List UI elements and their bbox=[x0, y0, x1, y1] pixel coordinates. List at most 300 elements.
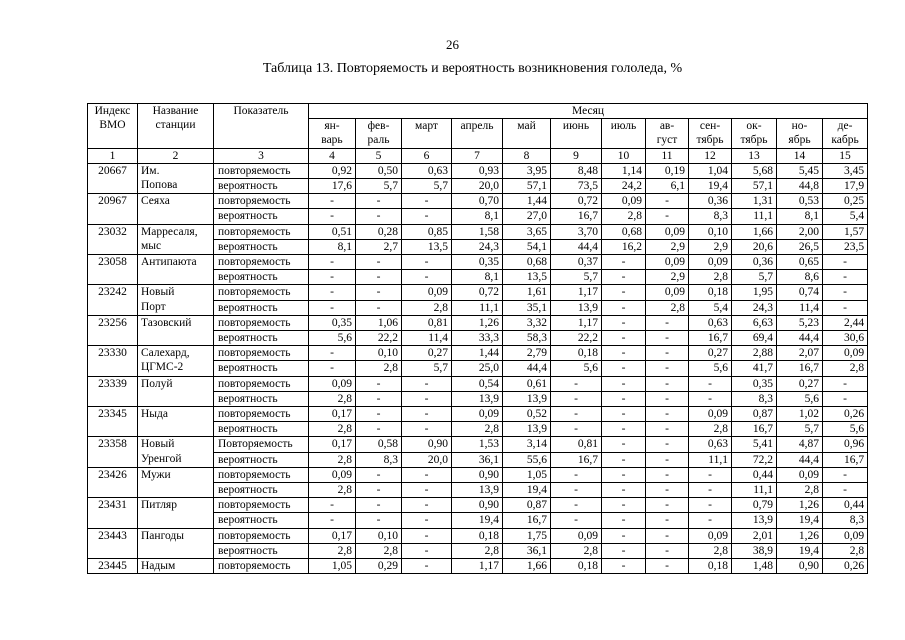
value-cell: - bbox=[402, 422, 452, 437]
value-cell: - bbox=[356, 376, 402, 391]
header-month: ок- тябрь bbox=[732, 119, 777, 148]
value-cell: 13,9 bbox=[732, 513, 777, 528]
value-cell: 17,9 bbox=[823, 179, 868, 194]
value-cell: 1,04 bbox=[689, 163, 732, 178]
value-cell: 3,45 bbox=[823, 163, 868, 178]
value-cell: - bbox=[689, 376, 732, 391]
column-number: 15 bbox=[823, 148, 868, 163]
indicator-label: вероятность bbox=[214, 452, 309, 467]
value-cell: - bbox=[402, 467, 452, 482]
station-name: Марресаля, мыс bbox=[138, 224, 214, 254]
icing-table bbox=[87, 103, 868, 574]
station-index: 23330 bbox=[88, 346, 138, 376]
station-name: Пангоды bbox=[138, 528, 214, 558]
value-cell: 1,75 bbox=[503, 528, 551, 543]
value-cell: 1,95 bbox=[732, 285, 777, 300]
station-index: 23426 bbox=[88, 467, 138, 497]
value-cell: 1,17 bbox=[551, 315, 602, 330]
indicator-label: повторяемость bbox=[214, 407, 309, 422]
value-cell: - bbox=[823, 255, 868, 270]
value-cell: - bbox=[602, 315, 646, 330]
value-cell: 0,37 bbox=[551, 255, 602, 270]
station-index: 23032 bbox=[88, 224, 138, 254]
column-number: 10 bbox=[602, 148, 646, 163]
value-cell: 2,79 bbox=[503, 346, 551, 361]
value-cell: 44,4 bbox=[777, 331, 823, 346]
value-cell: - bbox=[356, 209, 402, 224]
value-cell: 8,48 bbox=[551, 163, 602, 178]
value-cell: 44,4 bbox=[551, 239, 602, 254]
value-cell: 5,4 bbox=[823, 209, 868, 224]
value-cell: 8,6 bbox=[777, 270, 823, 285]
value-cell: - bbox=[689, 467, 732, 482]
value-cell: 2,8 bbox=[309, 391, 356, 406]
value-cell: 0,44 bbox=[732, 467, 777, 482]
station-name: Антипаюта bbox=[138, 255, 214, 285]
value-cell: 0,36 bbox=[732, 255, 777, 270]
indicator-label: вероятность bbox=[214, 239, 309, 254]
value-cell: 11,1 bbox=[689, 452, 732, 467]
value-cell: - bbox=[646, 528, 689, 543]
indicator-label: повторяемость bbox=[214, 315, 309, 330]
value-cell: 1,17 bbox=[551, 285, 602, 300]
value-cell: - bbox=[602, 270, 646, 285]
value-cell: - bbox=[309, 285, 356, 300]
value-cell: 0,90 bbox=[777, 559, 823, 574]
value-cell: - bbox=[646, 194, 689, 209]
value-cell: 1,53 bbox=[452, 437, 503, 452]
value-cell: - bbox=[646, 209, 689, 224]
table-row bbox=[88, 255, 868, 270]
value-cell: 30,6 bbox=[823, 331, 868, 346]
table-row bbox=[88, 528, 868, 543]
station-name: Ныда bbox=[138, 407, 214, 437]
column-number: 7 bbox=[452, 148, 503, 163]
value-cell: 0,90 bbox=[452, 498, 503, 513]
column-number: 5 bbox=[356, 148, 402, 163]
value-cell: 11,4 bbox=[777, 300, 823, 315]
value-cell: 5,6 bbox=[777, 391, 823, 406]
value-cell: 0,09 bbox=[823, 528, 868, 543]
value-cell: 13,9 bbox=[452, 483, 503, 498]
value-cell: - bbox=[646, 437, 689, 452]
header-index: Индекс ВМО bbox=[88, 104, 138, 149]
value-cell: 16,2 bbox=[602, 239, 646, 254]
station-index: 23443 bbox=[88, 528, 138, 558]
value-cell: - bbox=[602, 391, 646, 406]
value-cell: 0,17 bbox=[309, 528, 356, 543]
value-cell: 2,8 bbox=[777, 483, 823, 498]
value-cell: - bbox=[646, 407, 689, 422]
value-cell: 16,7 bbox=[551, 452, 602, 467]
value-cell: 2,8 bbox=[689, 270, 732, 285]
column-number: 2 bbox=[138, 148, 214, 163]
value-cell: - bbox=[602, 255, 646, 270]
value-cell: - bbox=[823, 391, 868, 406]
value-cell: - bbox=[402, 559, 452, 574]
indicator-label: повторяемость bbox=[214, 224, 309, 239]
value-cell: 5,6 bbox=[823, 422, 868, 437]
value-cell: - bbox=[646, 346, 689, 361]
value-cell: - bbox=[309, 270, 356, 285]
value-cell: - bbox=[356, 407, 402, 422]
station-index: 23256 bbox=[88, 315, 138, 345]
value-cell: 44,8 bbox=[777, 179, 823, 194]
value-cell: - bbox=[402, 270, 452, 285]
table-row bbox=[88, 467, 868, 482]
column-number: 12 bbox=[689, 148, 732, 163]
value-cell: 5,41 bbox=[732, 437, 777, 452]
station-name: Новый Порт bbox=[138, 285, 214, 315]
value-cell: - bbox=[646, 483, 689, 498]
value-cell: - bbox=[602, 300, 646, 315]
value-cell: 0,50 bbox=[356, 163, 402, 178]
page-number: 26 bbox=[446, 37, 459, 52]
value-cell: 5,7 bbox=[551, 270, 602, 285]
value-cell: 13,5 bbox=[402, 239, 452, 254]
value-cell: 17,6 bbox=[309, 179, 356, 194]
value-cell: - bbox=[689, 498, 732, 513]
value-cell: 0,81 bbox=[551, 437, 602, 452]
station-index: 23445 bbox=[88, 559, 138, 574]
value-cell: 0,79 bbox=[732, 498, 777, 513]
value-cell: 1,48 bbox=[732, 559, 777, 574]
value-cell: - bbox=[689, 483, 732, 498]
value-cell: 3,65 bbox=[503, 224, 551, 239]
value-cell: 5,7 bbox=[402, 361, 452, 376]
value-cell: - bbox=[602, 543, 646, 558]
value-cell: 2,8 bbox=[309, 452, 356, 467]
value-cell: - bbox=[402, 513, 452, 528]
value-cell: - bbox=[356, 422, 402, 437]
header-month: ав- густ bbox=[646, 119, 689, 148]
value-cell: 0,25 bbox=[823, 194, 868, 209]
value-cell: 1,57 bbox=[823, 224, 868, 239]
value-cell: 16,7 bbox=[503, 513, 551, 528]
value-cell: 0,09 bbox=[689, 528, 732, 543]
value-cell: - bbox=[309, 513, 356, 528]
value-cell: 3,70 bbox=[551, 224, 602, 239]
value-cell: - bbox=[551, 407, 602, 422]
value-cell: - bbox=[689, 513, 732, 528]
value-cell: 11,1 bbox=[732, 483, 777, 498]
header-month: фев- раль bbox=[356, 119, 402, 148]
value-cell: - bbox=[646, 498, 689, 513]
value-cell: 2,44 bbox=[823, 315, 868, 330]
value-cell: 0,51 bbox=[309, 224, 356, 239]
value-cell: - bbox=[602, 513, 646, 528]
value-cell: 0,09 bbox=[402, 285, 452, 300]
value-cell: 3,14 bbox=[503, 437, 551, 452]
value-cell: 1,66 bbox=[503, 559, 551, 574]
value-cell: - bbox=[356, 391, 402, 406]
value-cell: 16,7 bbox=[689, 331, 732, 346]
value-cell: 1,26 bbox=[777, 528, 823, 543]
value-cell: - bbox=[551, 513, 602, 528]
value-cell: 0,96 bbox=[823, 437, 868, 452]
column-number: 8 bbox=[503, 148, 551, 163]
value-cell: - bbox=[602, 376, 646, 391]
value-cell: 5,7 bbox=[356, 179, 402, 194]
value-cell: 73,5 bbox=[551, 179, 602, 194]
indicator-label: вероятность bbox=[214, 543, 309, 558]
indicator-label: повторяемость bbox=[214, 285, 309, 300]
value-cell: 0,72 bbox=[551, 194, 602, 209]
value-cell: - bbox=[402, 407, 452, 422]
value-cell: 1,66 bbox=[732, 224, 777, 239]
value-cell: 0,63 bbox=[402, 163, 452, 178]
indicator-label: вероятность bbox=[214, 331, 309, 346]
value-cell: 6,63 bbox=[732, 315, 777, 330]
value-cell: 2,9 bbox=[646, 239, 689, 254]
value-cell: 5,6 bbox=[689, 361, 732, 376]
value-cell: 0,87 bbox=[732, 407, 777, 422]
value-cell: - bbox=[646, 422, 689, 437]
indicator-label: вероятность bbox=[214, 209, 309, 224]
value-cell: 5,6 bbox=[309, 331, 356, 346]
station-name: Мужи bbox=[138, 467, 214, 497]
indicator-label: вероятность bbox=[214, 361, 309, 376]
table-row bbox=[88, 376, 868, 391]
value-cell: 0,09 bbox=[777, 467, 823, 482]
indicator-label: вероятность bbox=[214, 513, 309, 528]
value-cell: 1,26 bbox=[777, 498, 823, 513]
value-cell: 19,4 bbox=[777, 513, 823, 528]
value-cell: 0,72 bbox=[452, 285, 503, 300]
table-row bbox=[88, 163, 868, 178]
value-cell: 2,9 bbox=[689, 239, 732, 254]
value-cell: 0,35 bbox=[309, 315, 356, 330]
value-cell: 2,01 bbox=[732, 528, 777, 543]
value-cell: 0,35 bbox=[452, 255, 503, 270]
station-name: Сеяха bbox=[138, 194, 214, 224]
value-cell: 8,1 bbox=[309, 239, 356, 254]
value-cell: 69,4 bbox=[732, 331, 777, 346]
value-cell: 0,26 bbox=[823, 559, 868, 574]
value-cell: 0,18 bbox=[689, 285, 732, 300]
table-row bbox=[88, 498, 868, 513]
value-cell: 5,7 bbox=[777, 422, 823, 437]
value-cell: - bbox=[551, 483, 602, 498]
table-row bbox=[88, 437, 868, 452]
header-month: де- кабрь bbox=[823, 119, 868, 148]
value-cell: 8,3 bbox=[732, 391, 777, 406]
value-cell: - bbox=[602, 361, 646, 376]
value-cell: 1,61 bbox=[503, 285, 551, 300]
value-cell: 8,1 bbox=[452, 270, 503, 285]
header-station: Название станции bbox=[138, 104, 214, 149]
value-cell: - bbox=[402, 543, 452, 558]
value-cell: - bbox=[689, 391, 732, 406]
value-cell: - bbox=[551, 391, 602, 406]
value-cell: 16,7 bbox=[823, 452, 868, 467]
value-cell: 22,2 bbox=[551, 331, 602, 346]
value-cell: 8,3 bbox=[356, 452, 402, 467]
value-cell: 24,2 bbox=[602, 179, 646, 194]
value-cell: 1,02 bbox=[777, 407, 823, 422]
value-cell: - bbox=[602, 559, 646, 574]
value-cell: - bbox=[646, 331, 689, 346]
station-name: Тазовский bbox=[138, 315, 214, 345]
value-cell: 0,93 bbox=[452, 163, 503, 178]
value-cell: - bbox=[356, 498, 402, 513]
indicator-label: повторяемость bbox=[214, 498, 309, 513]
value-cell: - bbox=[356, 483, 402, 498]
value-cell: - bbox=[602, 346, 646, 361]
indicator-label: повторяемость bbox=[214, 559, 309, 574]
value-cell: - bbox=[602, 437, 646, 452]
value-cell: 0,19 bbox=[646, 163, 689, 178]
value-cell: 1,14 bbox=[602, 163, 646, 178]
value-cell: 1,26 bbox=[452, 315, 503, 330]
value-cell: - bbox=[602, 498, 646, 513]
header-indicator: Показатель bbox=[214, 104, 309, 149]
indicator-label: вероятность bbox=[214, 300, 309, 315]
value-cell: - bbox=[402, 483, 452, 498]
station-index: 23339 bbox=[88, 376, 138, 406]
indicator-label: повторяемость bbox=[214, 346, 309, 361]
value-cell: 16,7 bbox=[777, 361, 823, 376]
value-cell: 11,1 bbox=[452, 300, 503, 315]
value-cell: - bbox=[602, 483, 646, 498]
value-cell: 5,23 bbox=[777, 315, 823, 330]
value-cell: 13,5 bbox=[503, 270, 551, 285]
value-cell: - bbox=[602, 452, 646, 467]
value-cell: 0,10 bbox=[356, 346, 402, 361]
value-cell: 0,85 bbox=[402, 224, 452, 239]
value-cell: 1,05 bbox=[309, 559, 356, 574]
value-cell: 26,5 bbox=[777, 239, 823, 254]
value-cell: 5,7 bbox=[732, 270, 777, 285]
value-cell: 0,09 bbox=[309, 376, 356, 391]
value-cell: 2,8 bbox=[823, 543, 868, 558]
value-cell: 1,06 bbox=[356, 315, 402, 330]
value-cell: 0,54 bbox=[452, 376, 503, 391]
value-cell: 19,4 bbox=[503, 483, 551, 498]
value-cell: 19,4 bbox=[452, 513, 503, 528]
value-cell: 2,8 bbox=[309, 422, 356, 437]
station-index: 20967 bbox=[88, 194, 138, 224]
station-name: Им. Попова bbox=[138, 163, 214, 193]
value-cell: 0,29 bbox=[356, 559, 402, 574]
value-cell: - bbox=[823, 467, 868, 482]
value-cell: 1,05 bbox=[503, 467, 551, 482]
table-row bbox=[88, 559, 868, 574]
value-cell: 2,8 bbox=[309, 543, 356, 558]
value-cell: 5,6 bbox=[551, 361, 602, 376]
value-cell: 3,95 bbox=[503, 163, 551, 178]
table-row bbox=[88, 285, 868, 300]
indicator-label: повторяемость bbox=[214, 163, 309, 178]
value-cell: 44,4 bbox=[777, 452, 823, 467]
value-cell: - bbox=[646, 391, 689, 406]
value-cell: 0,44 bbox=[823, 498, 868, 513]
value-cell: 2,8 bbox=[402, 300, 452, 315]
table-body bbox=[88, 163, 868, 573]
value-cell: - bbox=[602, 528, 646, 543]
value-cell: - bbox=[309, 255, 356, 270]
indicator-label: вероятность bbox=[214, 422, 309, 437]
header-column-numbers bbox=[88, 148, 868, 163]
value-cell: - bbox=[356, 467, 402, 482]
value-cell: 5,45 bbox=[777, 163, 823, 178]
value-cell: 1,31 bbox=[732, 194, 777, 209]
value-cell: 58,3 bbox=[503, 331, 551, 346]
value-cell: 2,7 bbox=[356, 239, 402, 254]
value-cell: 0,18 bbox=[551, 346, 602, 361]
value-cell: 4,87 bbox=[777, 437, 823, 452]
value-cell: - bbox=[309, 209, 356, 224]
value-cell: 16,7 bbox=[732, 422, 777, 437]
value-cell: 0,28 bbox=[356, 224, 402, 239]
value-cell: 0,18 bbox=[551, 559, 602, 574]
column-number: 14 bbox=[777, 148, 823, 163]
station-name: Салехард, ЦГМС-2 bbox=[138, 346, 214, 376]
value-cell: - bbox=[402, 376, 452, 391]
value-cell: - bbox=[551, 498, 602, 513]
value-cell: - bbox=[402, 209, 452, 224]
table-row bbox=[88, 194, 868, 209]
value-cell: 0,61 bbox=[503, 376, 551, 391]
value-cell: 2,8 bbox=[689, 543, 732, 558]
value-cell: 24,3 bbox=[732, 300, 777, 315]
value-cell: 19,4 bbox=[777, 543, 823, 558]
header-month: июль bbox=[602, 119, 646, 148]
station-name: Надым bbox=[138, 559, 214, 574]
value-cell: 6,1 bbox=[646, 179, 689, 194]
value-cell: - bbox=[402, 528, 452, 543]
value-cell: 0,09 bbox=[309, 467, 356, 482]
value-cell: 0,09 bbox=[551, 528, 602, 543]
column-number: 1 bbox=[88, 148, 138, 163]
header-month: ян- варь bbox=[309, 119, 356, 148]
value-cell: 2,8 bbox=[356, 361, 402, 376]
value-cell: - bbox=[646, 315, 689, 330]
indicator-label: повторяемость bbox=[214, 194, 309, 209]
value-cell: 0,87 bbox=[503, 498, 551, 513]
value-cell: 5,7 bbox=[402, 179, 452, 194]
value-cell: 5,4 bbox=[689, 300, 732, 315]
value-cell: 20,0 bbox=[402, 452, 452, 467]
value-cell: 2,8 bbox=[689, 422, 732, 437]
value-cell: - bbox=[402, 391, 452, 406]
value-cell: 44,4 bbox=[503, 361, 551, 376]
value-cell: 0,10 bbox=[689, 224, 732, 239]
column-number: 13 bbox=[732, 148, 777, 163]
value-cell: 36,1 bbox=[452, 452, 503, 467]
value-cell: - bbox=[646, 376, 689, 391]
value-cell: - bbox=[646, 467, 689, 482]
value-cell: 0,27 bbox=[689, 346, 732, 361]
value-cell: 8,3 bbox=[823, 513, 868, 528]
value-cell: 2,88 bbox=[732, 346, 777, 361]
value-cell: 25,0 bbox=[452, 361, 503, 376]
value-cell: 0,09 bbox=[646, 224, 689, 239]
value-cell: 13,9 bbox=[452, 391, 503, 406]
value-cell: 5,68 bbox=[732, 163, 777, 178]
indicator-label: повторяемость bbox=[214, 255, 309, 270]
value-cell: 0,17 bbox=[309, 407, 356, 422]
column-number: 3 bbox=[214, 148, 309, 163]
value-cell: 0,27 bbox=[402, 346, 452, 361]
value-cell: 35,1 bbox=[503, 300, 551, 315]
header-month: сен- тябрь bbox=[689, 119, 732, 148]
value-cell: 55,6 bbox=[503, 452, 551, 467]
station-index: 23058 bbox=[88, 255, 138, 285]
value-cell: - bbox=[602, 422, 646, 437]
value-cell: - bbox=[823, 300, 868, 315]
value-cell: 20,0 bbox=[452, 179, 503, 194]
